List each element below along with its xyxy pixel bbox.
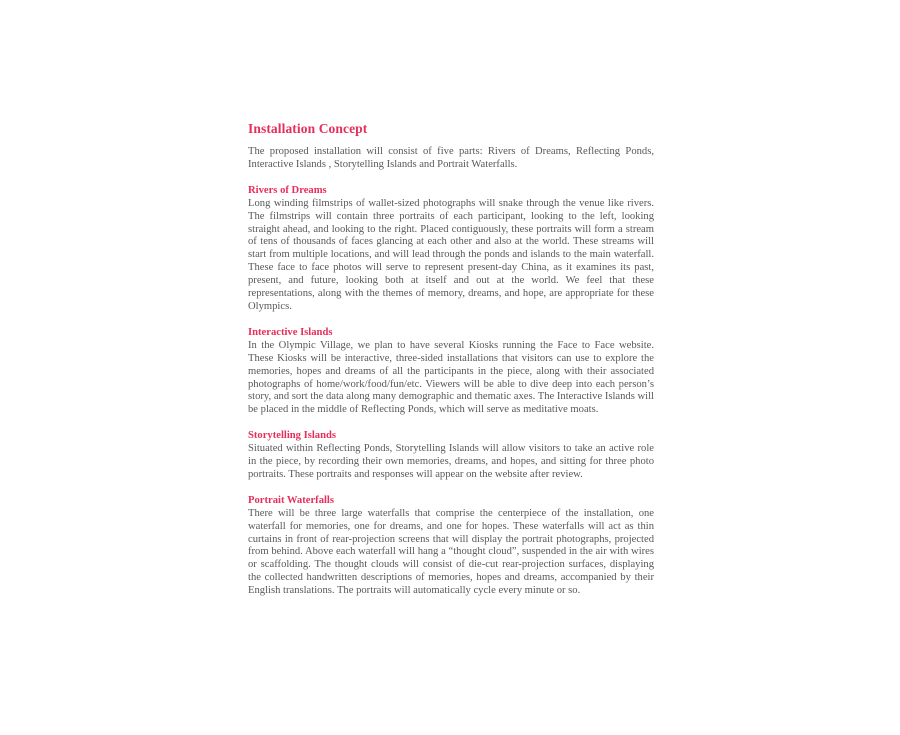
section-body: Situated within Reflecting Ponds, Storytelling Islands will allow visitors to take an active role in the piece, by recording their own memories, dreams, and hopes, and sitting for three photo portraits. These portraits and responses will appear on the website after review. (248, 443, 654, 480)
intro-paragraph: The proposed installation will consist of five parts: Rivers of Dreams, Reflecting Ponds, Interactive Islands , Storytelling Islands and Portrait Waterfalls. (248, 146, 654, 170)
section-body: There will be three large waterfalls that comprise the centerpiece of the installation, one waterfall for memories, one for dreams, and one for hopes. These waterfalls will act as thin curtains in front of rear-projection screens that will display the portrait photographs, projected from behind. Above each waterfall will hang a “thought cloud”, suspended in the air with wires or scaffolding. The thought clouds will consist of die-cut rear-projection surfaces, displaying the collected handwritten descriptions of memories, hopes and dreams, accompanied by their English translations. The portraits will automatically cycle every minute or so. (248, 507, 654, 597)
section-interactive-islands (248, 327, 654, 417)
section-heading: Rivers of Dreams (248, 184, 327, 196)
section-heading: Interactive Islands (248, 326, 333, 338)
page-title: Installation Concept (248, 121, 368, 136)
document-text-block (248, 120, 654, 598)
section-portrait-waterfalls (248, 495, 654, 598)
section-rivers-of-dreams (248, 185, 654, 314)
section-heading: Portrait Waterfalls (248, 494, 334, 506)
section-body: Long winding filmstrips of wallet-sized photographs will snake through the venue like rivers. The filmstrips will contain three portraits of each participant, looking to the left, looking straight ahead, and looking to the right. Placed contiguously, these portraits will form a stream of tens of thousands of faces glancing at each other and also at the world. These streams will start from multiple locations, and will lead through the ponds and islands to the main waterfall. These face to face photos will serve to represent present-day China, as it examines its past, present, and future, looking both at itself and out at the world. We feel that these representations, along with the themes of memory, dreams, and hope, are appropriate for these Olympics. (248, 197, 654, 312)
section-body: In the Olympic Village, we plan to have several Kiosks running the Face to Face website. These Kiosks will be interactive, three-sided installations that visitors can use to explore the memories, hopes and dreams of all the participants in the piece, along with their associated photographs of home/work/food/fun/etc. Viewers will be able to dive deep into each person’s story, and sort the data along many demographic and thematic axes. The Interactive Islands will be placed in the middle of Reflecting Ponds, which will serve as meditative moats. (248, 339, 654, 416)
section-heading: Storytelling Islands (248, 430, 337, 442)
section-storytelling-islands (248, 430, 654, 482)
